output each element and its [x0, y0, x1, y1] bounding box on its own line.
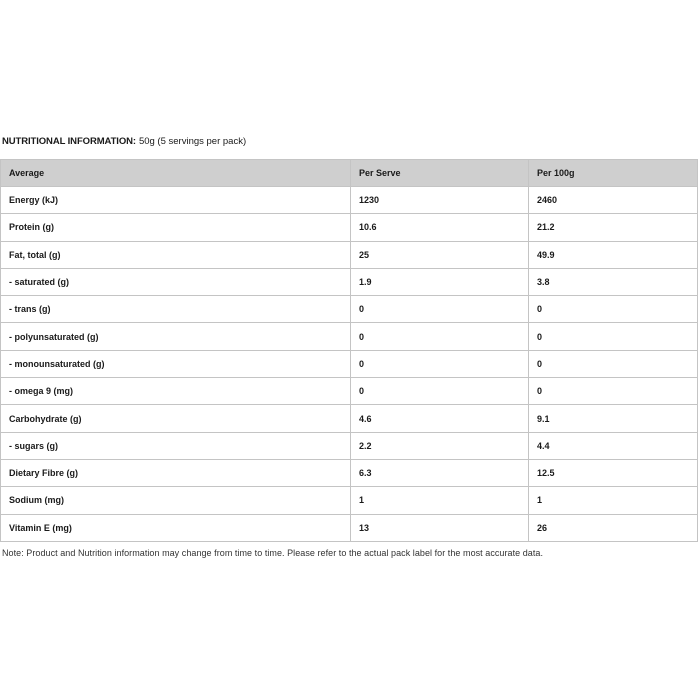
per-serve-value: 4.6 [351, 405, 529, 432]
table-row [1, 405, 698, 432]
nutrient-name: - polyunsaturated (g) [1, 323, 351, 350]
column-header-per-100g: Per 100g [529, 160, 698, 187]
table-row [1, 323, 698, 350]
per-serve-value: 6.3 [351, 459, 529, 486]
nutrient-name: Sodium (mg) [1, 487, 351, 514]
per-100g-value: 21.2 [529, 214, 698, 241]
table-row [1, 187, 698, 214]
per-100g-value: 1 [529, 487, 698, 514]
header-row [1, 160, 698, 187]
per-100g-value: 0 [529, 378, 698, 405]
nutrient-name: Vitamin E (mg) [1, 514, 351, 541]
per-100g-value: 49.9 [529, 241, 698, 268]
table-row [1, 296, 698, 323]
nutrient-name: - monounsaturated (g) [1, 350, 351, 377]
per-serve-value: 2.2 [351, 432, 529, 459]
nutrition-table-header [1, 160, 698, 187]
nutrient-name: Energy (kJ) [1, 187, 351, 214]
per-serve-value: 1 [351, 487, 529, 514]
per-100g-value: 26 [529, 514, 698, 541]
nutrient-name: - sugars (g) [1, 432, 351, 459]
per-serve-value: 25 [351, 241, 529, 268]
table-row [1, 514, 698, 541]
per-serve-value: 1230 [351, 187, 529, 214]
per-serve-value: 10.6 [351, 214, 529, 241]
per-100g-value: 0 [529, 350, 698, 377]
table-row [1, 214, 698, 241]
per-100g-value: 12.5 [529, 459, 698, 486]
per-100g-value: 4.4 [529, 432, 698, 459]
table-row [1, 378, 698, 405]
nutrient-name: Fat, total (g) [1, 241, 351, 268]
table-row [1, 459, 698, 486]
serving-size-text: 50g (5 servings per pack) [138, 136, 247, 147]
per-serve-value: 1.9 [351, 268, 529, 295]
per-serve-value: 0 [351, 323, 529, 350]
nutrition-heading-title: NUTRITIONAL INFORMATION: [2, 136, 136, 147]
per-serve-value: 13 [351, 514, 529, 541]
per-serve-value: 0 [351, 296, 529, 323]
nutrition-table [0, 159, 698, 542]
table-row [1, 268, 698, 295]
nutrition-panel [0, 135, 698, 558]
nutrient-name: Carbohydrate (g) [1, 405, 351, 432]
per-serve-value: 0 [351, 350, 529, 377]
nutrition-table-body [1, 187, 698, 542]
column-header-average: Average [1, 160, 351, 187]
disclaimer-note: Note: Product and Nutrition information may change from time to time. Please refer to the actual pack label for the most accurate data. [2, 547, 544, 558]
nutrient-name: - saturated (g) [1, 268, 351, 295]
table-row [1, 350, 698, 377]
per-100g-value: 0 [529, 296, 698, 323]
per-100g-value: 2460 [529, 187, 698, 214]
table-row [1, 487, 698, 514]
column-header-per-serve: Per Serve [351, 160, 529, 187]
nutrient-name: - trans (g) [1, 296, 351, 323]
per-100g-value: 0 [529, 323, 698, 350]
nutrient-name: Protein (g) [1, 214, 351, 241]
nutrient-name: Dietary Fibre (g) [1, 459, 351, 486]
per-100g-value: 3.8 [529, 268, 698, 295]
table-row [1, 241, 698, 268]
per-serve-value: 0 [351, 378, 529, 405]
table-row [1, 432, 698, 459]
per-100g-value: 9.1 [529, 405, 698, 432]
nutrient-name: - omega 9 (mg) [1, 378, 351, 405]
nutrition-heading [2, 135, 698, 149]
